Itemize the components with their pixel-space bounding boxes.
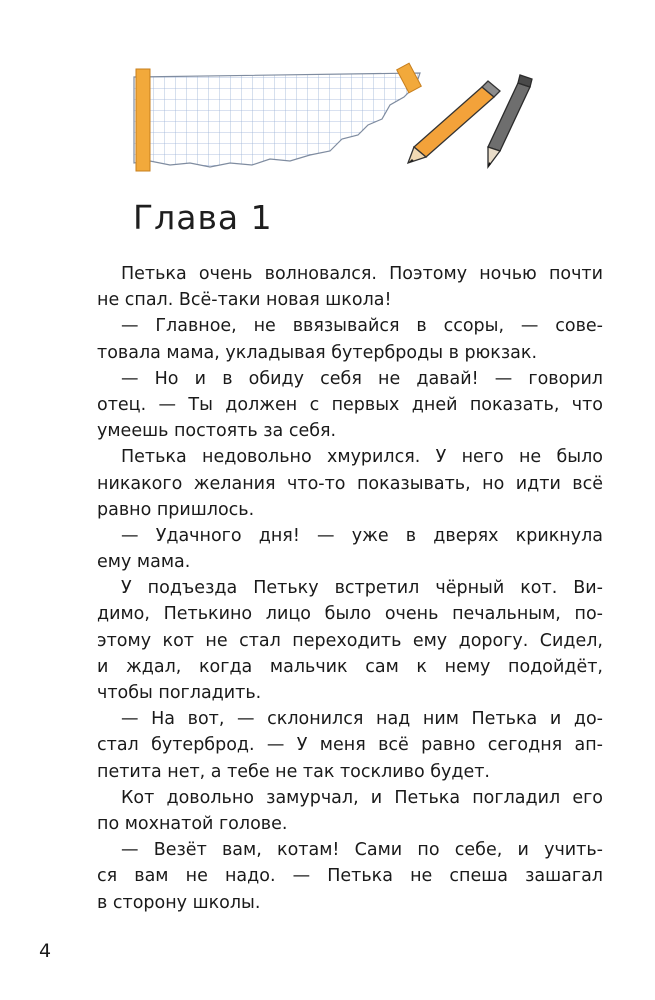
paragraph-line: — Главное, не ввязывайся в ссоры, — сове- (121, 316, 603, 337)
paragraph-line: Петька очень волновался. Поэтому ночью почти (121, 264, 603, 284)
page-number: 4 (39, 940, 52, 962)
paragraph-line: — Везёт вам, котам! Сами по себе, и учить- (121, 840, 603, 861)
paragraph-line: Кот довольно замурчал, и Петька погладил его (121, 787, 603, 808)
paragraph-line: Петька недовольно хмурился. У него не было (121, 447, 603, 468)
paragraph-line: умеешь постоять за себя. (97, 421, 337, 442)
paragraph-line: в сторону школы. (97, 892, 261, 913)
grid-paper (120, 55, 440, 185)
chapter-text (97, 261, 603, 916)
paragraph-line: чтобы погладить. (97, 683, 262, 703)
paragraph-line: — Удачного дня! — уже в дверях крикнула (121, 525, 603, 546)
paragraph-line: по мохнатой голове. (97, 813, 288, 834)
paragraph-line: равно пришлось. (97, 499, 255, 520)
chapter-illustration (120, 55, 540, 190)
paragraph-line: У подъезда Петьку встретил чёрный кот. Ви- (121, 578, 603, 599)
paragraph-line: не спал. Всё-таки новая школа! (97, 290, 392, 311)
paragraph-line: и ждал, когда мальчик сам к нему подойдёт, (97, 656, 603, 677)
paragraph-line: товала мама, укладывая бутерброды в рюкзак. (97, 342, 538, 363)
paragraph-line: отец. — Ты должен с первых дней показать, что (97, 394, 603, 415)
paragraph-line: стал бутерброд. — У меня всё равно сегодня ап- (97, 735, 603, 756)
paragraph-line: — На вот, — склонился над ним Петька и до- (121, 709, 603, 730)
pencil-yellow-icon (408, 81, 500, 163)
tape-strip-vertical (136, 69, 150, 171)
paragraph-line: никакого желания что-то показывать, но идти всё (97, 473, 603, 494)
chapter-title: Глава 1 (133, 198, 273, 237)
paragraph-line: димо, Петькино лицо было очень печальным, по- (97, 604, 603, 625)
paragraph-line: — Но и в обиду себя не давай! — говорил (121, 368, 603, 389)
paragraph-line: ся вам не надо. — Петька не спеша зашагал (97, 866, 603, 887)
paragraph-line: ему мама. (97, 552, 191, 573)
paragraph-line: этому кот не стал переходить ему дорогу. Сидел, (97, 630, 603, 651)
paragraph-line: петита нет, а тебе не так тоскливо будет. (97, 761, 490, 782)
